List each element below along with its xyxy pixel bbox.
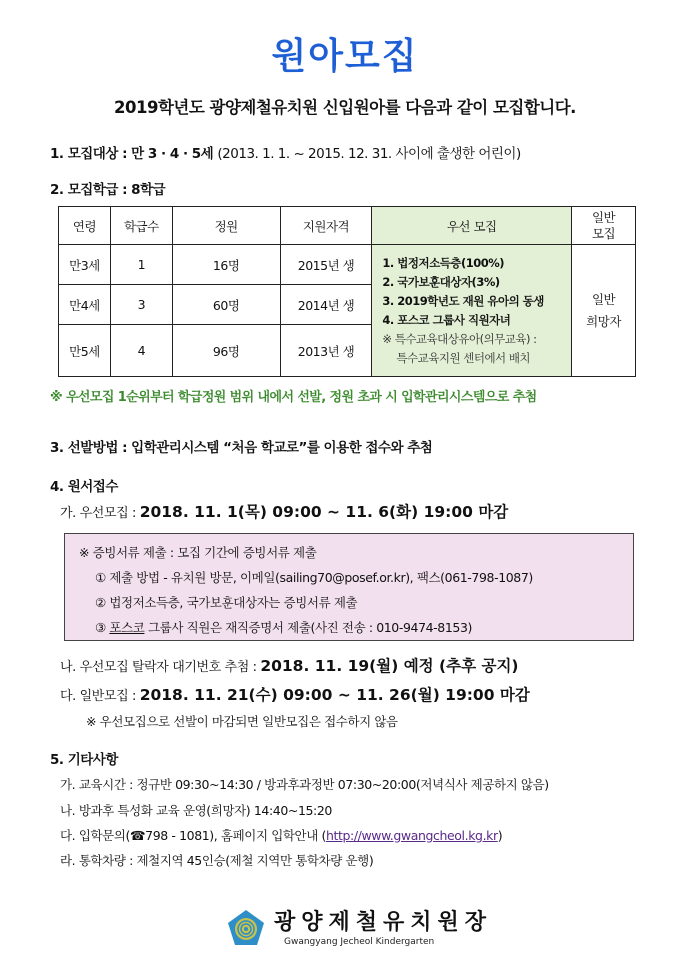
footer-signature: 광양제철유치원장: [274, 910, 493, 935]
table-header-row: [59, 207, 636, 245]
waitlist-label: 나. 우선모집 탈락자 대기번호 추첨 :: [60, 660, 261, 675]
priority-item: 3. 2019학년도 재원 유아의 동생: [382, 293, 544, 308]
cell-age: 만5세: [59, 325, 111, 377]
cell-capacity: 16명: [172, 245, 280, 285]
cell-age: 만4세: [59, 285, 111, 325]
table-row: [59, 245, 636, 285]
documents-method: ① 제출 방법 - 유치원 방문, 이메일(sailing70@posef.or.kr), 팩스(061-798-1087): [95, 570, 533, 585]
cell-classes: 1: [110, 245, 172, 285]
general-application-period: [60, 683, 530, 705]
cell-eligibility: 2013년 생: [280, 325, 372, 377]
documents-posco-underlined: 포스코: [109, 620, 145, 635]
section-application: 4. 원서접수: [50, 479, 118, 495]
documents-posco-rest: 그룹사 직원은 재직증명서 제출(사진 전송 : 010-9474-8153): [144, 620, 472, 635]
section-target: [50, 142, 521, 162]
waitlist-date: 2018. 11. 19(월) 예정 (추후 공지): [260, 657, 519, 675]
priority-application-date: 2018. 11. 1(목) 09:00 ~ 11. 6(화) 19:00 마감: [139, 503, 509, 521]
page-title: 원아모집: [271, 36, 419, 77]
general-line1: 일반: [591, 291, 616, 307]
cell-capacity: 60명: [172, 285, 280, 325]
cell-capacity: 96명: [172, 325, 280, 377]
priority-note: ※ 특수교육대상유아(의무교육) :: [382, 331, 537, 346]
header-eligibility: 지원자격: [280, 207, 372, 245]
waitlist-draw: [60, 654, 519, 676]
admission-inquiry: [60, 826, 502, 844]
header-general: [572, 207, 636, 245]
documents-low-income: ② 법정저소득층, 국가보훈대상자는 증빙서류 제출: [95, 595, 358, 610]
documents-box: [64, 533, 634, 641]
afterschool-program: 나. 방과후 특성화 교육 운영(희망자) 14:40~15:20: [60, 803, 332, 818]
section-target-detail: (2013. 1. 1. ~ 2015. 12. 31. 사이에 출생한 어린이): [217, 146, 521, 162]
header-classes: 학급수: [110, 207, 172, 245]
kindergarten-logo-icon: [226, 908, 266, 948]
page-subtitle: 2019학년도 광양제철유치원 신입원아를 다음과 같이 모집합니다.: [114, 98, 576, 117]
general-cell: [572, 245, 636, 377]
education-hours: 가. 교육시간 : 정규반 09:30~14:30 / 방과후과정반 07:30~20:00(저녁식사 제공하지 않음): [60, 777, 549, 792]
general-application-date: 2018. 11. 21(수) 09:00 ~ 11. 26(월) 19:00 마감: [139, 686, 530, 704]
cell-eligibility: 2014년 생: [280, 285, 372, 325]
documents-heading: ※ 증빙서류 제출 : 모집 기간에 증빙서류 제출: [79, 545, 317, 560]
header-capacity: 정원: [172, 207, 280, 245]
cell-age: 만3세: [59, 245, 111, 285]
priority-application-label: 가. 우선모집 :: [60, 506, 140, 521]
priority-cell: [372, 245, 572, 377]
priority-note-cont: 특수교육지원 센터에서 배치: [396, 350, 531, 365]
general-application-label: 다. 일반모집 :: [60, 689, 140, 704]
cell-classes: 3: [110, 285, 172, 325]
general-line2: 희망자: [586, 313, 621, 329]
priority-application-period: [60, 500, 508, 522]
cell-eligibility: 2015년 생: [280, 245, 372, 285]
priority-item: 1. 법정저소득층(100%): [382, 255, 504, 270]
priority-item: 4. 포스코 그룹사 직원자녀: [382, 312, 511, 327]
section-other: 5. 기타사항: [50, 752, 118, 768]
homepage-link[interactable]: http://www.gwangcheol.kg.kr: [325, 828, 498, 843]
admission-inquiry-suffix: ): [497, 828, 503, 843]
footer-english-name: Gwangyang Jecheol Kindergarten: [284, 937, 435, 947]
priority-selection-note: ※ 우선모집 1순위부터 학급정원 범위 내에서 선발, 정원 초과 시 입학관리시스템으로 추첨: [50, 390, 537, 405]
class-table: [58, 206, 636, 377]
header-general-line2: 모집: [591, 225, 616, 241]
cell-classes: 4: [110, 325, 172, 377]
header-priority: 우선 모집: [372, 207, 572, 245]
header-general-line1: 일반: [591, 209, 616, 225]
section-selection-method: 3. 선발방법 : 입학관리시스템 “처음 학교로”를 이용한 접수와 추첨: [50, 440, 433, 456]
header-age: 연령: [59, 207, 111, 245]
admission-inquiry-text: 다. 입학문의(☎798 - 1081), 홈페이지 입학안내 (: [60, 828, 326, 843]
priority-item: 2. 국가보훈대상자(3%): [382, 274, 500, 289]
documents-posco-num: ③: [95, 620, 110, 635]
section-target-label: 1. 모집대상 : 만 3 · 4 · 5세: [50, 146, 214, 162]
general-application-note: ※ 우선모집으로 선발이 마감되면 일반모집은 접수하지 않음: [86, 714, 398, 729]
section-classes: 2. 모집학급 : 8학급: [50, 182, 166, 198]
school-bus: 라. 통학차량 : 제철지역 45인승(제철 지역만 통학차량 운행): [60, 853, 374, 868]
documents-posco: [95, 618, 472, 636]
